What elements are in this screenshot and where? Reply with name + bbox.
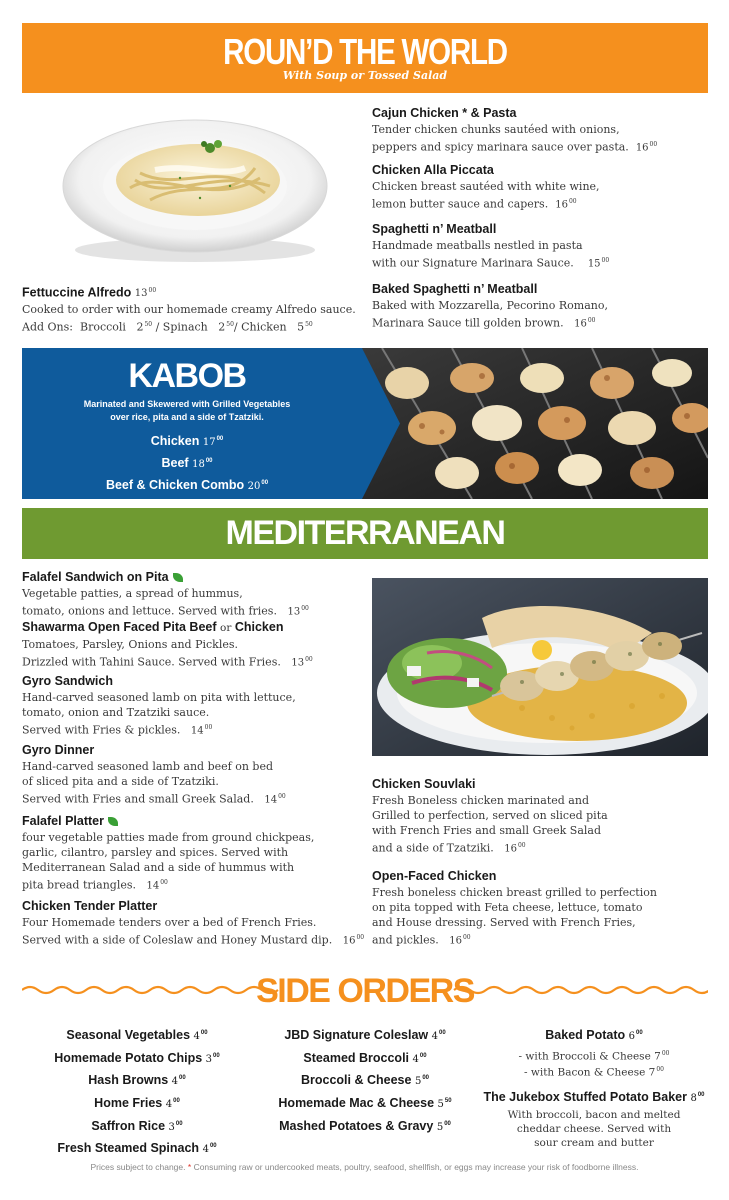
kabob-skewers-image bbox=[362, 348, 708, 499]
item-desc: with French Fries and small Greek Salad bbox=[372, 824, 602, 837]
fettuccine-plate-image bbox=[60, 108, 330, 268]
side-orders-column-3 bbox=[480, 1024, 708, 1150]
item-desc: tomato, onions and lettuce. Served with fries. $13^{00}$ bbox=[22, 604, 309, 618]
item-desc: pita bread triangles. $14^{00}$ bbox=[22, 878, 168, 892]
item-desc: tomato, onion and Tzatziki sauce. bbox=[22, 706, 210, 719]
item-desc: Tomatoes, Parsley, Onions and Pickles. bbox=[22, 638, 238, 651]
baked-potato-item: Baked Potato $6^{00}$ bbox=[545, 1028, 643, 1043]
souvlaki-platter-image bbox=[372, 578, 708, 756]
item-name: Chicken Alla Piccata bbox=[372, 163, 494, 177]
item-name: Chicken Tender Platter bbox=[22, 899, 158, 913]
spaghetti-meatball-item bbox=[372, 221, 609, 272]
item-desc: Fresh boneless chicken breast grilled to perfection bbox=[372, 886, 657, 899]
stuffed-potato-item: The Jukebox Stuffed Potato Baker $8^{00}$ bbox=[483, 1089, 705, 1104]
side-item: Steamed Broccoli $4^{00}$ bbox=[303, 1050, 427, 1065]
item-desc: Served with Fries & pickles. $14^{00}$ bbox=[22, 723, 213, 737]
item-desc: Drizzled with Tahini Sauce. Served with Fries. $13^{00}$ bbox=[22, 655, 313, 669]
item-name: Shawarma Open Faced Pita Beef or Chicken bbox=[22, 620, 284, 634]
item-name: Falafel Sandwich on Pita bbox=[22, 569, 309, 586]
item-desc: peppers and spicy marinara sauce over pasta. $16^{00}$ bbox=[372, 140, 658, 154]
item-name: Baked Spaghetti n’ Meatball bbox=[372, 282, 538, 296]
item-desc: with our Signature Marinara Sauce. $15^{00}$ bbox=[372, 256, 610, 270]
kabob-sub: Marinated and Skewered with Grilled Vegetables bbox=[83, 399, 291, 409]
kabob-text bbox=[22, 348, 352, 496]
side-orders-column-1 bbox=[22, 1024, 252, 1160]
item-desc: on pita topped with Feta cheese, lettuce, tomato bbox=[372, 901, 643, 914]
item-desc: Served with a side of Coleslaw and Honey Mustard dip. $16^{00}$ bbox=[22, 933, 365, 947]
side-item: Fresh Steamed Spinach $4^{00}$ bbox=[57, 1141, 217, 1156]
item-desc: Fresh Boneless chicken marinated and bbox=[372, 794, 589, 807]
item-name: Spaghetti n’ Meatball bbox=[372, 222, 497, 236]
item-name: Fettuccine Alfredo $13^{00}$ bbox=[22, 285, 157, 300]
item-name: Falafel Platter bbox=[22, 813, 314, 830]
kabob-arrow-shape bbox=[352, 348, 402, 499]
mediterranean-banner bbox=[22, 508, 708, 559]
item-desc: Hand-carved seasoned lamb on pita with lettuce, bbox=[22, 691, 296, 704]
side-orders-title: SIDE ORDERS bbox=[256, 972, 474, 1010]
item-desc: four vegetable patties made from ground chickpeas, bbox=[22, 831, 315, 844]
gyro-dinner-item bbox=[22, 742, 286, 808]
item-desc: of sliced pita and a side of Tzatziki. bbox=[22, 775, 219, 788]
item-name: Gyro Sandwich bbox=[22, 674, 113, 688]
side-item: Home Fries $4^{00}$ bbox=[94, 1096, 180, 1111]
item-name: Cajun Chicken * & Pasta bbox=[372, 106, 517, 120]
item-desc: garlic, cilantro, parsley and spices. Served with bbox=[22, 846, 289, 859]
item-desc: Four Homemade tenders over a bed of French Fries. bbox=[22, 916, 317, 929]
falafel-sandwich-item bbox=[22, 569, 309, 620]
item-desc: Grilled to perfection, served on sliced pita bbox=[372, 809, 608, 822]
stuffed-potato-desc: sour cream and butter bbox=[534, 1137, 654, 1150]
kabob-section bbox=[22, 348, 708, 499]
side-item: Broccoli & Cheese $5^{00}$ bbox=[300, 1073, 429, 1088]
shawarma-item bbox=[22, 619, 313, 671]
stuffed-potato-desc: cheddar cheese. Served with bbox=[516, 1123, 672, 1136]
item-desc: and House dressing. Served with French Fries, bbox=[372, 916, 636, 929]
baked-potato-option: - with Broccoli & Cheese $7^{00}$ bbox=[518, 1049, 670, 1063]
item-desc: Hand-carved seasoned lamb and beef on bed bbox=[22, 760, 273, 773]
item-desc: Served with Fries and small Greek Salad. $14^{00}$ bbox=[22, 792, 286, 806]
side-item: Homemade Potato Chips $3^{00}$ bbox=[54, 1050, 220, 1065]
chicken-piccata-item bbox=[372, 162, 600, 213]
item-name: Open-Faced Chicken bbox=[372, 869, 497, 883]
footer-disclaimer: Prices subject to change. * Consuming raw or undercooked meats, poultry, seafood, shellfish, or eggs may increase your risk of foodborne illness. bbox=[90, 1162, 639, 1172]
falafel-platter-item bbox=[22, 813, 314, 894]
side-item: Seasonal Vegetables $4^{00}$ bbox=[66, 1028, 208, 1043]
side-orders-column-2 bbox=[250, 1024, 480, 1137]
side-item: Mashed Potatoes & Gravy $5^{00}$ bbox=[279, 1118, 451, 1133]
item-desc: and a side of Tzatziki. $16^{00}$ bbox=[372, 841, 526, 855]
item-desc: Mediterranean Salad and a side of hummus with bbox=[22, 861, 295, 874]
side-item: Hash Browns $4^{00}$ bbox=[88, 1073, 186, 1088]
kabob-sub: over rice, pita and a side of Tzatziki. bbox=[110, 412, 264, 422]
vegetarian-leaf-icon bbox=[173, 573, 183, 582]
item-desc: Tender chicken chunks sautéed with onions, bbox=[372, 123, 620, 136]
item-desc: Chicken breast sautéed with white wine, bbox=[372, 180, 600, 193]
item-desc: Marinara Sauce till golden brown. $16^{00}$ bbox=[372, 316, 596, 330]
kabob-title: KABOB bbox=[128, 357, 246, 395]
cajun-chicken-item bbox=[372, 105, 657, 156]
round-the-world-subtitle: With Soup or Tossed Salad bbox=[282, 69, 448, 82]
chicken-tender-item bbox=[22, 898, 364, 949]
item-name: Chicken Souvlaki bbox=[372, 777, 476, 791]
side-item: Homemade Mac & Cheese $5^{50}$ bbox=[278, 1096, 452, 1111]
item-name: Gyro Dinner bbox=[22, 743, 95, 757]
kabob-option: Beef & Chicken Combo $20^{00}$ bbox=[105, 478, 269, 493]
side-orders-header bbox=[22, 968, 708, 1016]
item-desc: Vegetable patties, a spread of hummus, bbox=[22, 587, 243, 600]
item-desc: Baked with Mozzarella, Pecorino Romano, bbox=[372, 299, 608, 312]
addons-line: Add Ons: Broccoli $2^{50}$ / Spinach $2^{50}/$ Chicken $5^{50}$ bbox=[22, 320, 313, 334]
open-faced-chicken-item bbox=[372, 868, 657, 949]
side-item: JBD Signature Coleslaw $4^{00}$ bbox=[284, 1028, 446, 1043]
item-desc: lemon butter sauce and capers. $16^{00}$ bbox=[372, 197, 577, 211]
item-desc: Cooked to order with our homemade creamy Alfredo sauce. bbox=[22, 303, 356, 317]
kabob-option: Chicken $17^{00}$ bbox=[150, 434, 224, 449]
gyro-sandwich-item bbox=[22, 673, 296, 739]
side-item: Saffron Rice $3^{00}$ bbox=[91, 1118, 183, 1133]
baked-potato-option: - with Bacon & Cheese $7^{00}$ bbox=[523, 1066, 664, 1079]
chicken-souvlaki-item bbox=[372, 776, 608, 857]
kabob-option: Beef $18^{00}$ bbox=[161, 456, 213, 471]
baked-spaghetti-item bbox=[372, 281, 608, 332]
mediterranean-title: MEDITERRANEAN bbox=[225, 514, 505, 552]
round-the-world-banner bbox=[22, 23, 708, 93]
vegetarian-leaf-icon bbox=[108, 817, 118, 826]
round-the-world-title: ROUN’D THE WORLD bbox=[223, 31, 507, 72]
fettuccine-item bbox=[22, 282, 356, 335]
stuffed-potato-desc: With broccoli, bacon and melted bbox=[507, 1109, 681, 1122]
item-desc: Handmade meatballs nestled in pasta bbox=[372, 239, 583, 252]
item-desc: and pickles. $16^{00}$ bbox=[372, 933, 471, 947]
